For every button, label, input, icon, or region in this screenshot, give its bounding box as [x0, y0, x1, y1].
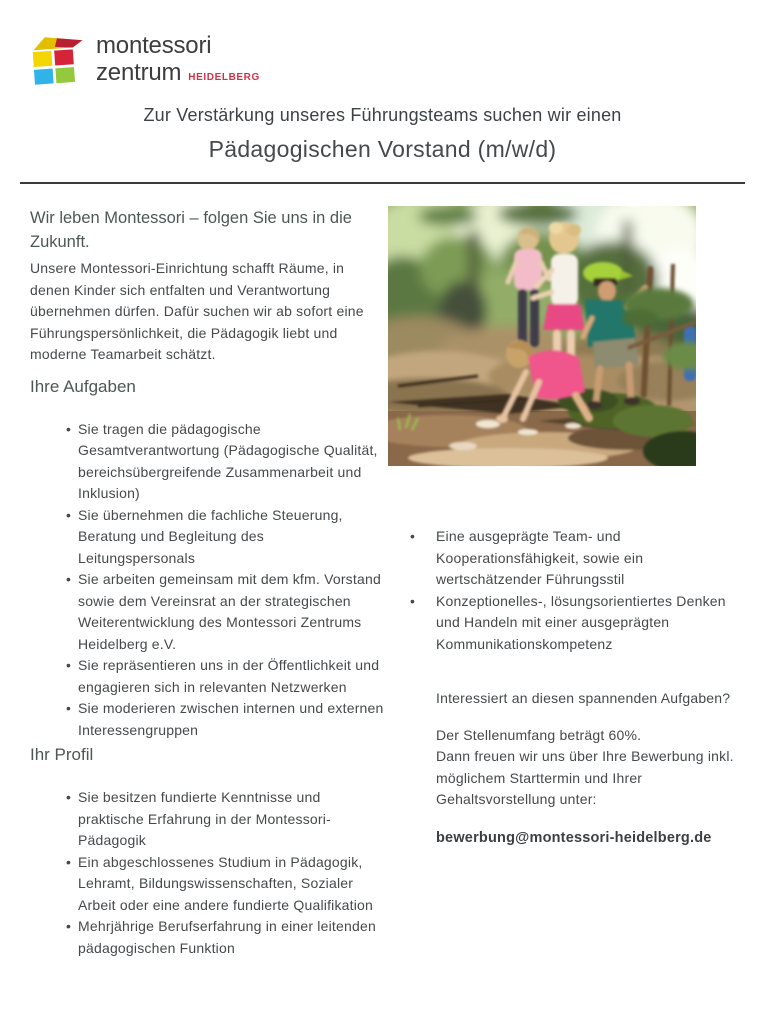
list-item: • Sie moderieren zwischen internen und externen Interessengruppen: [30, 698, 388, 741]
profil-list: [30, 787, 388, 959]
list-item: • Sie repräsentieren uns in der Öffentlichkeit und engagieren sich in relevanten Netzwerken: [30, 655, 388, 698]
children-forest-stream-photo: [388, 206, 696, 466]
stellenumfang-line: Der Stellenumfang beträgt 60%.: [436, 726, 642, 743]
list-item: • Mehrjährige Berufserfahrung in einer leitenden pädagogischen Funktion: [30, 916, 388, 959]
left-column: [30, 206, 388, 959]
list-item: • Sie tragen die pädagogische Gesamtverantwortung (Pädagogische Qualität, bereichsübergreifende Zusammenarbeit und Inklusion): [30, 419, 388, 505]
anforderungen-list: [388, 526, 745, 655]
section-heading-aufgaben: Ihre Aufgaben: [30, 376, 136, 396]
application-details: [388, 725, 745, 811]
list-item: • Sie arbeiten gemeinsam mit dem kfm. Vorstand sowie dem Vereinsrat an der strategischen Weiterentwicklung des Montessori Zentrums Heidelberg e.V.: [30, 569, 388, 655]
aufgaben-list: [30, 419, 388, 742]
list-item: • Ein abgeschlossenes Studium in Pädagogik, Lehramt, Bildungswissenschaften, Sozialer Arbeit oder eine andere fundierte Qualifikation: [30, 852, 388, 917]
logo-city-label: HEIDELBERG: [188, 71, 260, 83]
headline-block: [0, 102, 765, 165]
montessori-cube-icon: [28, 32, 84, 86]
right-column: [388, 206, 745, 959]
logo: [28, 32, 765, 86]
section-heading-profil: Ihr Profil: [30, 745, 94, 764]
page-title: Pädagogischen Vorstand (m/w/d): [208, 136, 557, 162]
list-item: • Konzeptionelles-, lösungsorientiertes Denken und Handeln mit einer ausgeprägten Kommunikationskompetenz: [388, 591, 745, 656]
list-item: • Eine ausgeprägte Team- und Kooperationsfähigkeit, sowie ein wertschätzender Führungsstil: [388, 526, 745, 591]
headline-intro: Zur Verstärkung unseres Führungsteams suchen wir einen: [143, 105, 622, 125]
bewerbung-line: Dann freuen wir uns über Ihre Bewerbung inkl. möglichem Starttermin und Ihrer Gehaltsvorstellung unter:: [436, 748, 734, 807]
interest-question: Interessiert an diesen spannenden Aufgaben?: [436, 690, 731, 706]
intro-heading: Wir leben Montessori – folgen Sie uns in die Zukunft.: [30, 209, 352, 251]
logo-wordmark-line2: zentrum: [96, 58, 182, 86]
list-item: • Sie besitzen fundierte Kenntnisse und praktische Erfahrung in der Montessori-Pädagogik: [30, 787, 388, 852]
list-item: • Sie übernehmen die fachliche Steuerung, Beratung und Begleitung des Leitungspersonals: [30, 505, 388, 570]
logo-wordmark-line1: montessori: [96, 31, 212, 59]
application-email: bewerbung@montessori-heidelberg.de: [436, 829, 712, 846]
intro-paragraph: Unsere Montessori-Einrichtung schafft Räume, in denen Kinder sich entfalten und Verantwortung übernehmen dürfen. Dafür suchen wir ab sofort eine Führungspersönlichkeit, die Pädagogik liebt und moderne Teamarbeit schätzt.: [30, 260, 364, 362]
